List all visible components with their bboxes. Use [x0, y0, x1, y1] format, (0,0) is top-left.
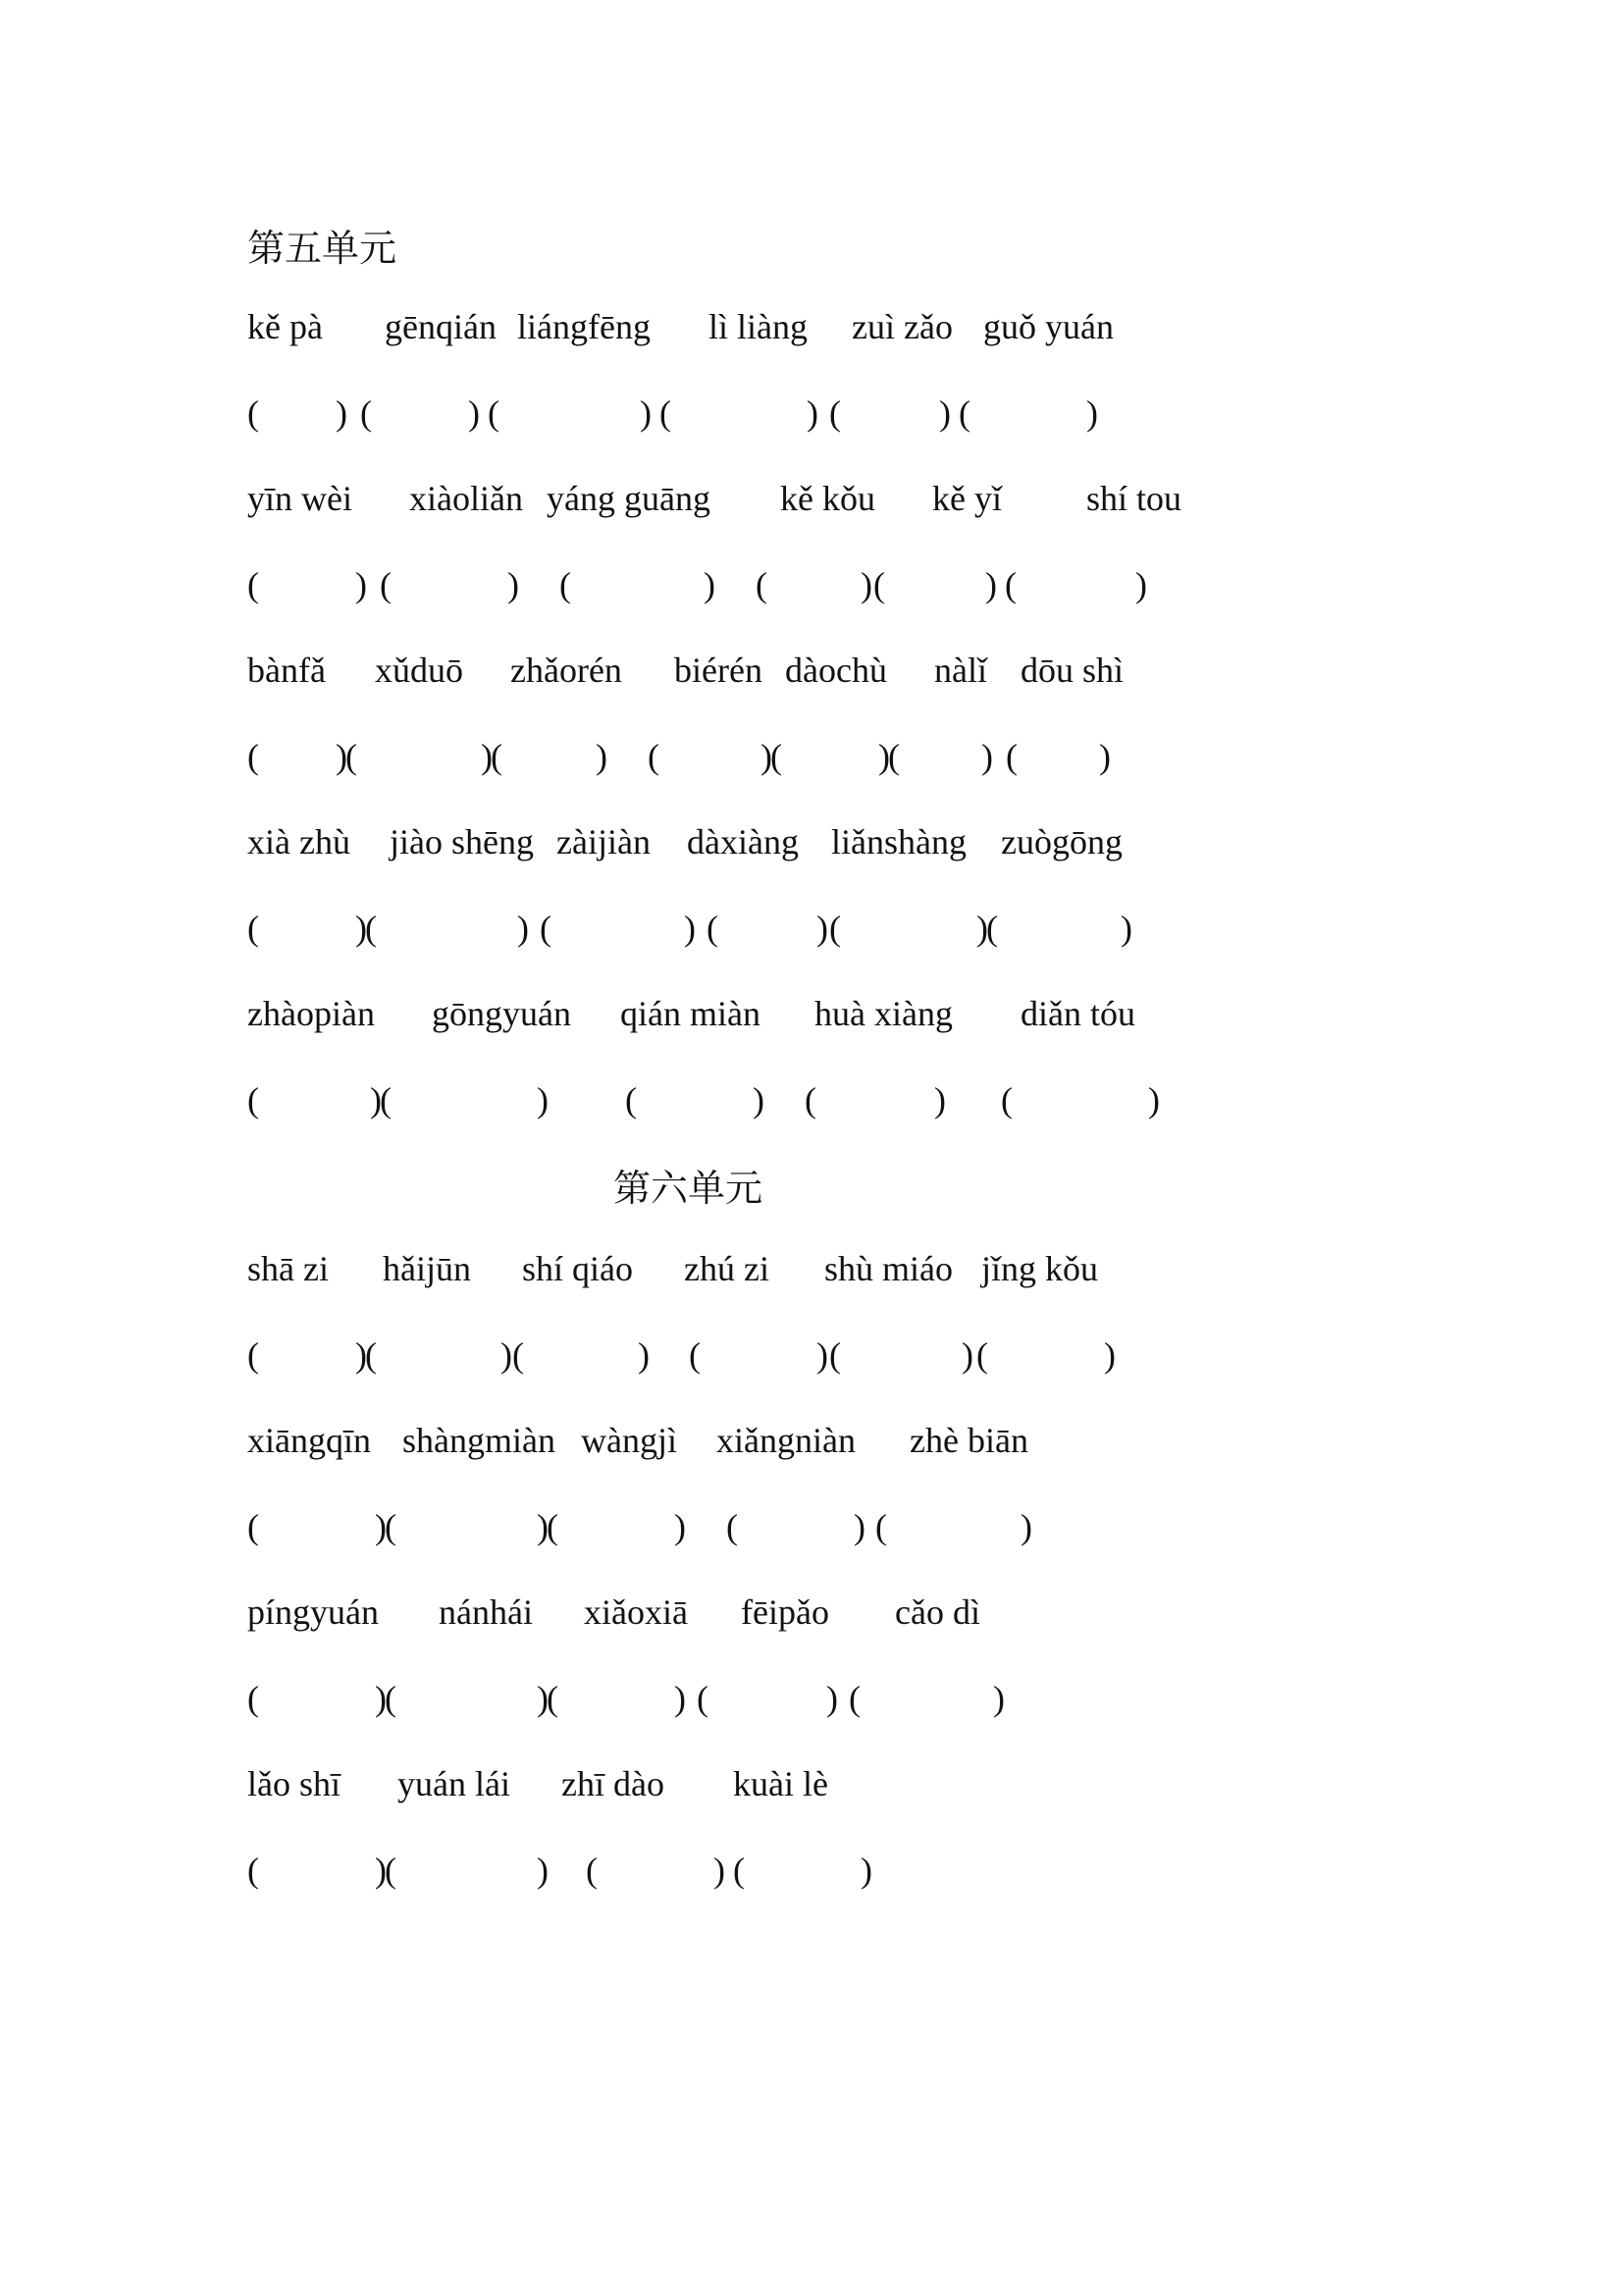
open-paren: (	[247, 1080, 259, 1120]
open-paren: (	[829, 393, 841, 433]
open-paren: (	[1005, 565, 1017, 604]
close-paren: )	[517, 909, 529, 948]
pinyin-word: wàngjì	[581, 1421, 677, 1460]
close-paren: )	[507, 565, 519, 604]
pinyin-row	[0, 478, 1624, 537]
close-paren: )	[674, 1507, 686, 1546]
close-paren: )	[816, 909, 828, 948]
answer-blank-row	[0, 1506, 1624, 1565]
close-paren: )	[355, 909, 367, 948]
close-paren: )	[1104, 1335, 1116, 1375]
pinyin-word: biérén	[674, 651, 762, 690]
open-paren: (	[986, 909, 998, 948]
close-paren: )	[962, 1335, 973, 1375]
pinyin-word: gēnqián	[385, 307, 497, 346]
close-paren: )	[826, 1679, 838, 1718]
close-paren: )	[760, 737, 772, 776]
pinyin-word: dàochù	[785, 651, 887, 690]
pinyin-word: nàlǐ	[934, 651, 987, 690]
close-paren: )	[375, 1679, 387, 1718]
pinyin-row	[0, 993, 1624, 1052]
pinyin-word: zuògōng	[1001, 822, 1123, 861]
close-paren: )	[1086, 393, 1098, 433]
close-paren: )	[336, 737, 347, 776]
open-paren: (	[625, 1080, 637, 1120]
pinyin-word: fēipǎo	[741, 1592, 829, 1632]
pinyin-word: xiàoliǎn	[409, 479, 523, 518]
answer-blank-row	[0, 392, 1624, 451]
pinyin-word: huà xiàng	[814, 994, 953, 1033]
pinyin-row	[0, 1248, 1624, 1307]
close-paren: )	[481, 737, 493, 776]
open-paren: (	[512, 1335, 524, 1375]
pinyin-word: yáng guāng	[547, 479, 710, 518]
pinyin-word: zhī dào	[561, 1764, 664, 1803]
pinyin-row	[0, 650, 1624, 708]
pinyin-word: lì liàng	[708, 307, 808, 346]
pinyin-word: xiāngqīn	[247, 1421, 371, 1460]
pinyin-word: liángfēng	[517, 307, 651, 346]
open-paren: (	[547, 1507, 558, 1546]
pinyin-row	[0, 1763, 1624, 1822]
open-paren: (	[380, 1080, 392, 1120]
open-paren: (	[547, 1679, 558, 1718]
close-paren: )	[985, 565, 997, 604]
open-paren: (	[1001, 1080, 1013, 1120]
pinyin-row	[0, 1592, 1624, 1650]
pinyin-word: kě pà	[247, 307, 323, 346]
open-paren: (	[805, 1080, 816, 1120]
open-paren: (	[380, 565, 392, 604]
pinyin-word: xià zhù	[247, 822, 350, 861]
close-paren: )	[713, 1851, 725, 1890]
pinyin-word: liǎnshàng	[831, 822, 967, 861]
open-paren: (	[756, 565, 767, 604]
close-paren: )	[753, 1080, 764, 1120]
answer-blank-row	[0, 1850, 1624, 1908]
pinyin-word: dàxiàng	[687, 822, 799, 861]
unit5-title: 第五单元	[247, 229, 397, 270]
pinyin-word: diǎn tóu	[1021, 994, 1135, 1033]
open-paren: (	[385, 1507, 396, 1546]
pinyin-word: qián miàn	[620, 994, 760, 1033]
open-paren: (	[247, 1507, 259, 1546]
close-paren: )	[1099, 737, 1111, 776]
open-paren: (	[976, 1335, 988, 1375]
pinyin-word: zhàopiàn	[247, 994, 375, 1033]
pinyin-word: shù miáo	[824, 1249, 953, 1288]
open-paren: (	[540, 909, 551, 948]
pinyin-word: xiǎoxiā	[584, 1592, 688, 1632]
close-paren: )	[638, 1335, 650, 1375]
open-paren: (	[659, 393, 671, 433]
pinyin-word: zhú zi	[684, 1249, 769, 1288]
open-paren: (	[689, 1335, 701, 1375]
close-paren: )	[861, 565, 872, 604]
close-paren: )	[674, 1679, 686, 1718]
pinyin-word: guǒ yuán	[983, 307, 1114, 346]
pinyin-row	[0, 1420, 1624, 1479]
pinyin-word: shí qiáo	[522, 1249, 633, 1288]
close-paren: )	[355, 565, 367, 604]
open-paren: (	[829, 909, 841, 948]
close-paren: )	[934, 1080, 946, 1120]
pinyin-word: zuì zǎo	[852, 307, 953, 346]
pinyin-word: kuài lè	[733, 1764, 828, 1803]
open-paren: (	[491, 737, 502, 776]
close-paren: )	[596, 737, 607, 776]
open-paren: (	[247, 565, 259, 604]
close-paren: )	[336, 393, 347, 433]
pinyin-word: jǐng kǒu	[981, 1249, 1099, 1288]
close-paren: )	[861, 1851, 872, 1890]
pinyin-word: píngyuán	[247, 1592, 379, 1632]
close-paren: )	[976, 909, 988, 948]
pinyin-word: zhǎorén	[510, 651, 622, 690]
open-paren: (	[247, 393, 259, 433]
open-paren: (	[247, 1679, 259, 1718]
unit6-title: 第六单元	[613, 1169, 763, 1210]
close-paren: )	[939, 393, 951, 433]
close-paren: )	[375, 1507, 387, 1546]
close-paren: )	[537, 1851, 549, 1890]
open-paren: (	[586, 1851, 598, 1890]
pinyin-word: kě kǒu	[780, 479, 875, 518]
open-paren: (	[726, 1507, 738, 1546]
pinyin-word: bànfǎ	[247, 651, 326, 690]
answer-blank-row	[0, 1079, 1624, 1138]
open-paren: (	[559, 565, 571, 604]
open-paren: (	[733, 1851, 745, 1890]
open-paren: (	[365, 909, 377, 948]
open-paren: (	[385, 1679, 396, 1718]
close-paren: )	[878, 737, 890, 776]
close-paren: )	[375, 1851, 387, 1890]
pinyin-word: zàijiàn	[556, 822, 651, 861]
open-paren: (	[1006, 737, 1018, 776]
close-paren: )	[854, 1507, 865, 1546]
close-paren: )	[684, 909, 696, 948]
close-paren: )	[1148, 1080, 1160, 1120]
close-paren: )	[500, 1335, 512, 1375]
close-paren: )	[1021, 1507, 1032, 1546]
close-paren: )	[704, 565, 715, 604]
open-paren: (	[849, 1679, 861, 1718]
open-paren: (	[770, 737, 782, 776]
close-paren: )	[1121, 909, 1132, 948]
open-paren: (	[360, 393, 372, 433]
close-paren: )	[807, 393, 818, 433]
pinyin-word: yuán lái	[397, 1764, 510, 1803]
close-paren: )	[981, 737, 993, 776]
pinyin-word: kě yǐ	[932, 479, 1002, 518]
close-paren: )	[816, 1335, 828, 1375]
open-paren: (	[959, 393, 970, 433]
pinyin-row	[0, 821, 1624, 880]
open-paren: (	[247, 909, 259, 948]
answer-blank-row	[0, 1678, 1624, 1737]
close-paren: )	[355, 1335, 367, 1375]
pinyin-word: xǔduō	[375, 651, 463, 690]
pinyin-word: hǎijūn	[383, 1249, 471, 1288]
open-paren: (	[648, 737, 659, 776]
pinyin-word: xiǎngniàn	[716, 1421, 856, 1460]
close-paren: )	[537, 1507, 549, 1546]
open-paren: (	[365, 1335, 377, 1375]
pinyin-word: dōu shì	[1021, 651, 1125, 690]
pinyin-word: gōngyuán	[432, 994, 571, 1033]
pinyin-word: jiào shēng	[390, 822, 534, 861]
open-paren: (	[888, 737, 900, 776]
close-paren: )	[468, 393, 480, 433]
answer-blank-row	[0, 736, 1624, 795]
pinyin-word: cǎo dì	[895, 1592, 980, 1632]
open-paren: (	[873, 565, 885, 604]
close-paren: )	[537, 1080, 549, 1120]
open-paren: (	[697, 1679, 708, 1718]
open-paren: (	[875, 1507, 887, 1546]
close-paren: )	[640, 393, 652, 433]
pinyin-word: yīn wèi	[247, 479, 352, 518]
open-paren: (	[345, 737, 357, 776]
answer-blank-row	[0, 564, 1624, 623]
open-paren: (	[488, 393, 499, 433]
open-paren: (	[247, 1335, 259, 1375]
pinyin-word: lǎo shī	[247, 1764, 341, 1803]
close-paren: )	[370, 1080, 382, 1120]
close-paren: )	[993, 1679, 1005, 1718]
pinyin-word: nánhái	[439, 1592, 533, 1632]
open-paren: (	[829, 1335, 841, 1375]
close-paren: )	[537, 1679, 549, 1718]
pinyin-word: shí tou	[1086, 479, 1182, 518]
open-paren: (	[707, 909, 718, 948]
pinyin-word: shàngmiàn	[402, 1421, 555, 1460]
answer-blank-row	[0, 1334, 1624, 1393]
open-paren: (	[247, 737, 259, 776]
pinyin-row	[0, 306, 1624, 365]
close-paren: )	[1135, 565, 1147, 604]
open-paren: (	[247, 1851, 259, 1890]
open-paren: (	[385, 1851, 396, 1890]
pinyin-word: shā zi	[247, 1249, 329, 1288]
answer-blank-row	[0, 908, 1624, 966]
pinyin-word: zhè biān	[910, 1421, 1028, 1460]
